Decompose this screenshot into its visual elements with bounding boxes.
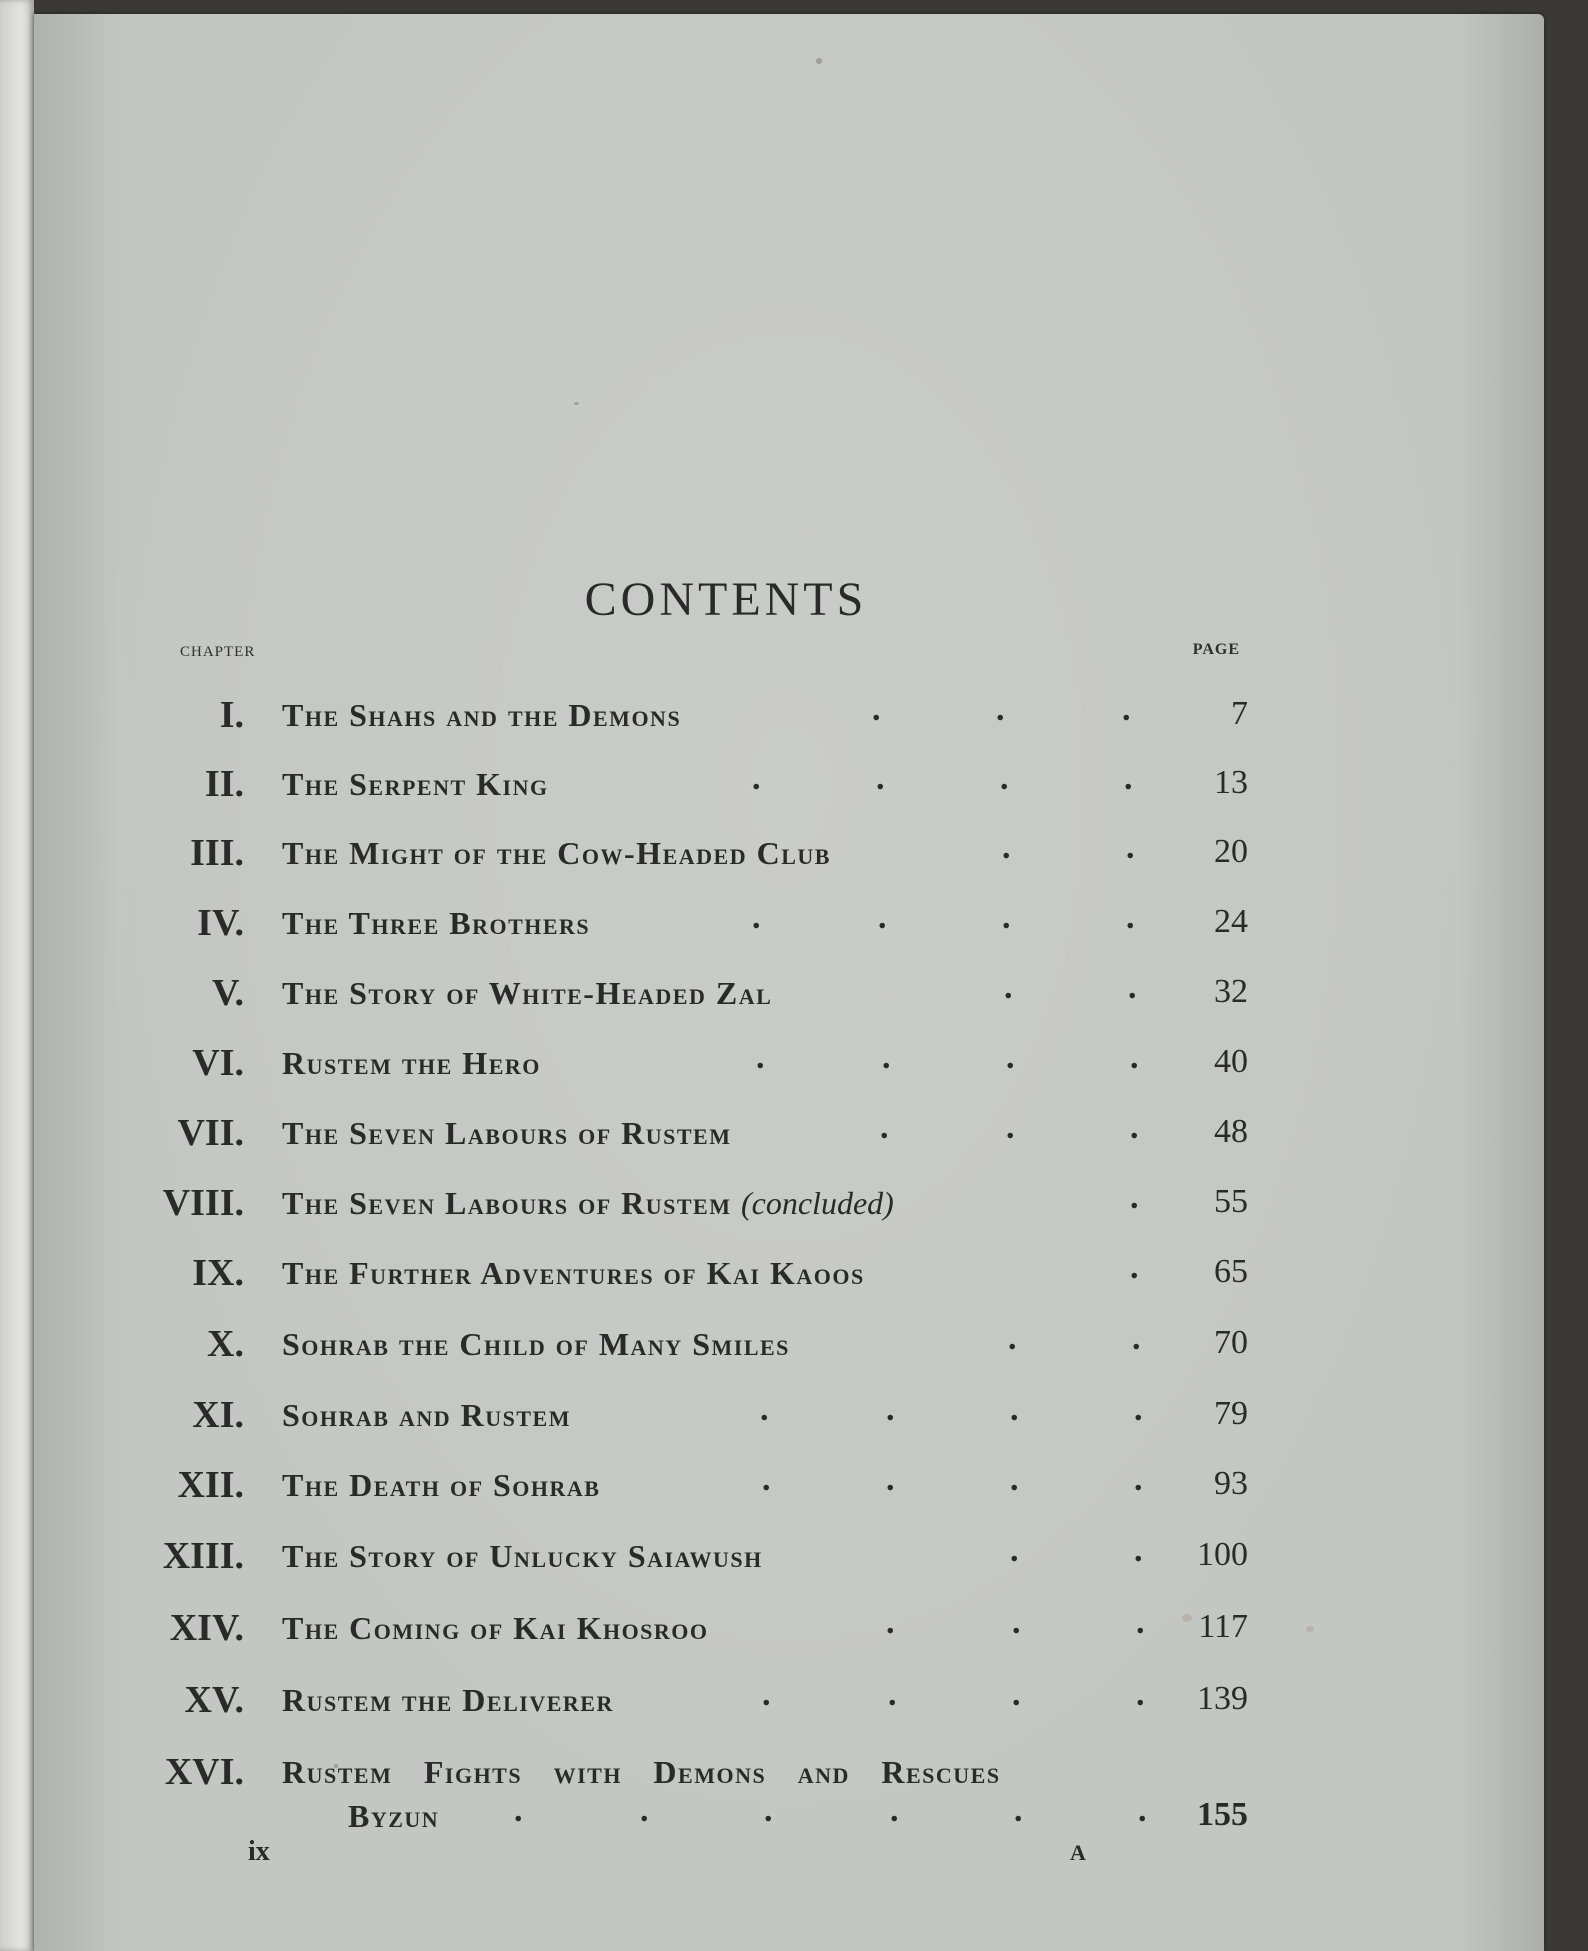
chapter-numeral: VII. xyxy=(177,1112,244,1154)
page-number: 139 xyxy=(1197,1680,1248,1717)
chapter-numeral: II. xyxy=(204,763,244,805)
chapter-title: Rustem the Deliverer xyxy=(282,1682,614,1718)
page-number: 7 xyxy=(1231,695,1248,732)
chapter-title: Rustem Fights with Demons and Rescues xyxy=(282,1754,1001,1790)
dot-leader: . . . . xyxy=(762,1676,1145,1713)
page-number: 70 xyxy=(1214,1324,1248,1361)
page-number: 79 xyxy=(1214,1395,1248,1432)
chapter-numeral: XI. xyxy=(192,1394,244,1436)
chapter-numeral: XV. xyxy=(184,1679,244,1721)
page-number: 40 xyxy=(1214,1043,1248,1080)
dot-leader: . . xyxy=(1008,1320,1141,1357)
dot-leader: . . . . xyxy=(762,1461,1143,1498)
chapter-numeral: V. xyxy=(211,972,244,1014)
toc-entry-10 xyxy=(34,1318,1544,1378)
chapter-title: The Story of Unlucky Saiawush xyxy=(282,1538,763,1574)
paper-speck xyxy=(1182,1614,1192,1622)
toc-entry-13 xyxy=(34,1530,1544,1590)
dot-leader: . . xyxy=(1010,1532,1143,1569)
toc-entry-16 xyxy=(34,1746,1544,1846)
dot-leader: . . . xyxy=(886,1604,1145,1641)
chapter-title: The Seven Labours of Rustem xyxy=(282,1115,732,1151)
paper-speck xyxy=(574,402,579,405)
dot-leader: . . . . xyxy=(756,1039,1139,1076)
page-number: 32 xyxy=(1214,973,1248,1010)
toc-entry-4 xyxy=(34,897,1544,957)
page-number: 117 xyxy=(1198,1608,1248,1645)
chapter-numeral: IX. xyxy=(192,1252,244,1294)
chapter-numeral: III. xyxy=(190,832,244,874)
chapter-numeral: XIV. xyxy=(169,1607,244,1649)
signature-mark: A xyxy=(1070,1840,1086,1865)
page-number: 93 xyxy=(1214,1465,1248,1502)
toc-entry-7 xyxy=(34,1107,1544,1167)
chapter-numeral: X. xyxy=(207,1323,244,1365)
chapter-title: The Coming of Kai Khosroo xyxy=(282,1610,709,1646)
page-number: 65 xyxy=(1214,1253,1248,1290)
toc-entry-8 xyxy=(34,1177,1544,1237)
page-number: 13 xyxy=(1214,764,1248,801)
dot-leader: . . xyxy=(1004,969,1137,1006)
toc-entry-6 xyxy=(34,1037,1544,1097)
page-number: 155 xyxy=(1197,1796,1248,1833)
chapter-title-main: The Seven Labours of Rustem xyxy=(282,1185,732,1221)
toc-entry-1 xyxy=(34,689,1544,749)
paper-speck xyxy=(816,58,822,64)
toc-entry-15 xyxy=(34,1674,1544,1734)
page-number: 55 xyxy=(1214,1183,1248,1220)
chapter-title: The Serpent King xyxy=(282,766,549,802)
chapter-title: The Shahs and the Demons xyxy=(282,697,682,733)
page-folio: ix xyxy=(248,1836,270,1867)
chapter-numeral: XII. xyxy=(177,1464,244,1506)
chapter-title: Sohrab the Child of Many Smiles xyxy=(282,1326,790,1362)
toc-entry-11 xyxy=(34,1389,1544,1449)
paper-speck xyxy=(334,1764,338,1768)
toc-entry-14 xyxy=(34,1602,1544,1662)
dot-leader: . . . . . . xyxy=(514,1792,1147,1829)
chapter-numeral: VI. xyxy=(192,1042,244,1084)
toc-entry-3 xyxy=(34,827,1544,887)
dot-leader: . xyxy=(1130,1179,1139,1216)
adjacent-page-edge xyxy=(0,0,34,1951)
dot-leader: . . . xyxy=(872,691,1131,728)
chapter-numeral: IV. xyxy=(197,902,244,944)
chapter-title: The Story of White-Headed Zal xyxy=(282,975,773,1011)
chapter-title: Sohrab and Rustem xyxy=(282,1397,571,1433)
chapter-title: The Further Adventures of Kai Kaoos xyxy=(282,1255,865,1291)
page-title: CONTENTS xyxy=(584,573,868,626)
toc-entry-5 xyxy=(34,967,1544,1027)
chapter-numeral: I. xyxy=(219,694,244,736)
chapter-title-note: (concluded) xyxy=(740,1185,894,1221)
dot-leader: . xyxy=(1130,1249,1139,1286)
toc-entry-9 xyxy=(34,1247,1544,1307)
page-number: 24 xyxy=(1214,903,1248,940)
chapter-title-continued: Byzun xyxy=(348,1798,440,1834)
chapter-title: Rustem the Hero xyxy=(282,1045,541,1081)
page-number: 100 xyxy=(1197,1536,1248,1573)
chapter-column-label: CHAPTER xyxy=(180,644,256,660)
chapter-numeral: XIII. xyxy=(162,1535,244,1577)
page-column-label: PAGE xyxy=(1192,641,1240,658)
page-number: 20 xyxy=(1214,833,1248,870)
chapter-numeral: XVI. xyxy=(164,1751,244,1793)
dot-leader: . . . . xyxy=(760,1391,1143,1428)
dot-leader: . . xyxy=(1002,829,1135,866)
chapter-title: The Might of the Cow-Headed Club xyxy=(282,835,831,871)
chapter-numeral: VIII. xyxy=(162,1182,244,1224)
contents-page xyxy=(34,14,1544,1951)
chapter-title: The Death of Sohrab xyxy=(282,1467,601,1503)
chapter-title: The Three Brothers xyxy=(282,905,591,941)
paper-speck xyxy=(1306,1626,1314,1632)
toc-entry-2 xyxy=(34,758,1544,818)
dot-leader: . . . . xyxy=(752,899,1135,936)
dot-leader: . . . . xyxy=(752,760,1133,797)
page-number: 48 xyxy=(1214,1113,1248,1150)
toc-entry-12 xyxy=(34,1459,1544,1519)
dot-leader: . . . xyxy=(880,1109,1139,1146)
